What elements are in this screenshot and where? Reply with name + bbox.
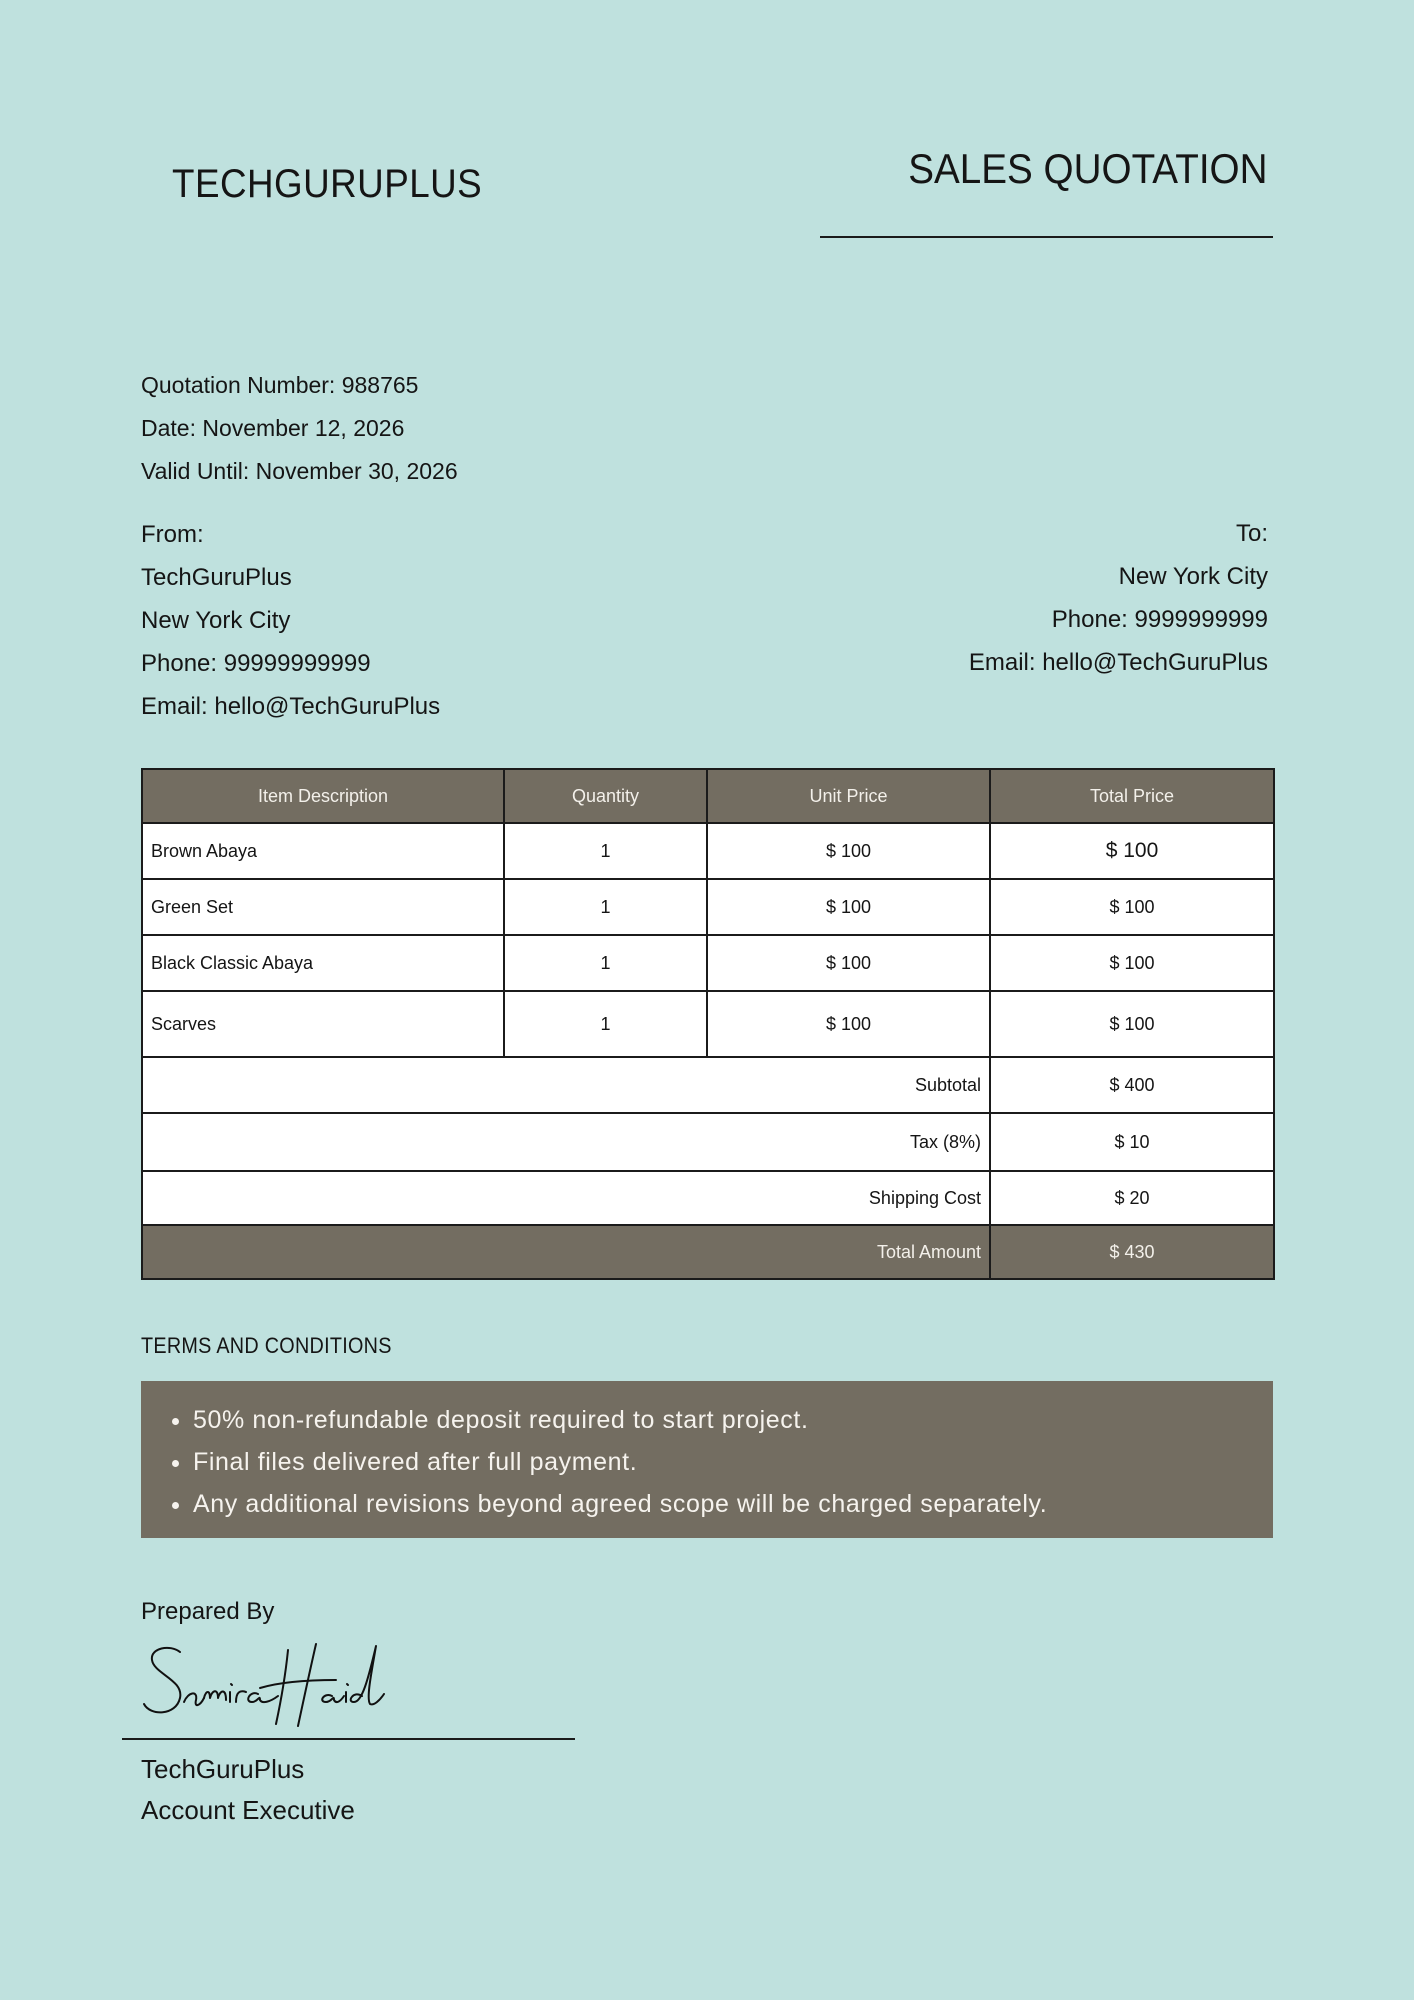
- terms-box: [141, 1381, 1273, 1538]
- prepared-by-label: Prepared By: [141, 1598, 275, 1625]
- tax-value: $ 10: [990, 1113, 1274, 1171]
- from-label: From:: [141, 521, 204, 548]
- item-description: Brown Abaya: [142, 823, 504, 879]
- quotation-meta: [141, 364, 458, 493]
- title-divider: [820, 236, 1273, 238]
- header-quantity: Quantity: [504, 769, 707, 823]
- terms-item: • Any additional revisions beyond agreed scope will be charged separately.: [193, 1483, 1273, 1525]
- to-label: To:: [1235, 520, 1268, 547]
- subtotal-row: [142, 1057, 1274, 1113]
- item-unit-price: $ 100: [707, 879, 990, 935]
- from-email: Email: hello@TechGuruPlus: [141, 693, 441, 720]
- item-quantity: 1: [504, 991, 707, 1057]
- to-email: Email: hello@TechGuruPlus: [968, 649, 1268, 676]
- line-items-table: [141, 768, 1275, 1280]
- table-row: [142, 991, 1274, 1057]
- item-unit-price: $ 100: [707, 991, 990, 1057]
- item-quantity: 1: [504, 823, 707, 879]
- signature-line: [122, 1738, 575, 1740]
- subtotal-value: $ 400: [990, 1057, 1274, 1113]
- tax-row: [142, 1113, 1274, 1171]
- item-quantity: 1: [504, 879, 707, 935]
- signer-details: [141, 1749, 355, 1831]
- header-unit-price: Unit Price: [707, 769, 990, 823]
- item-description: Green Set: [142, 879, 504, 935]
- from-block: [141, 513, 440, 728]
- to-block: [969, 512, 1268, 684]
- terms-item: • Final files delivered after full payment.: [193, 1441, 1273, 1483]
- item-quantity: 1: [504, 935, 707, 991]
- item-total-price: $ 100: [990, 879, 1274, 935]
- document-title: SALES QUOTATION: [908, 145, 1268, 192]
- table-header-row: [142, 769, 1274, 823]
- signer-role: Account Executive: [141, 1795, 355, 1825]
- from-company: TechGuruPlus: [141, 564, 292, 591]
- item-description: Black Classic Abaya: [142, 935, 504, 991]
- header-total-price: Total Price: [990, 769, 1274, 823]
- terms-list: [141, 1381, 1273, 1525]
- from-phone: Phone: 99999999999: [141, 650, 371, 677]
- table-row: [142, 879, 1274, 935]
- to-phone: Phone: 9999999999: [1051, 606, 1268, 633]
- terms-title: TERMS AND CONDITIONS: [141, 1333, 392, 1358]
- table-row: [142, 823, 1274, 879]
- quotation-number: Quotation Number: 988765: [141, 372, 419, 398]
- item-total-price: $ 100: [990, 823, 1274, 879]
- item-description: Scarves: [142, 991, 504, 1057]
- shipping-label: Shipping Cost: [142, 1171, 990, 1225]
- to-city: New York City: [1118, 563, 1268, 590]
- tax-label: Tax (8%): [142, 1113, 990, 1171]
- total-value: $ 430: [990, 1225, 1274, 1279]
- signer-company: TechGuruPlus: [141, 1754, 305, 1784]
- total-row: [142, 1225, 1274, 1279]
- terms-item: • 50% non-refundable deposit required to start project.: [193, 1399, 1273, 1441]
- table-row: [142, 935, 1274, 991]
- from-city: New York City: [141, 607, 291, 634]
- item-total-price: $ 100: [990, 991, 1274, 1057]
- subtotal-label: Subtotal: [142, 1057, 990, 1113]
- company-logo-text: TECHGURUPLUS: [172, 162, 483, 206]
- item-unit-price: $ 100: [707, 935, 990, 991]
- shipping-value: $ 20: [990, 1171, 1274, 1225]
- header-item-description: Item Description: [142, 769, 504, 823]
- quotation-valid-until: Valid Until: November 30, 2026: [141, 458, 458, 484]
- quotation-date: Date: November 12, 2026: [141, 415, 405, 441]
- shipping-row: [142, 1171, 1274, 1225]
- item-total-price: $ 100: [990, 935, 1274, 991]
- total-label: Total Amount: [142, 1225, 990, 1279]
- signature-image: [140, 1640, 400, 1737]
- item-unit-price: $ 100: [707, 823, 990, 879]
